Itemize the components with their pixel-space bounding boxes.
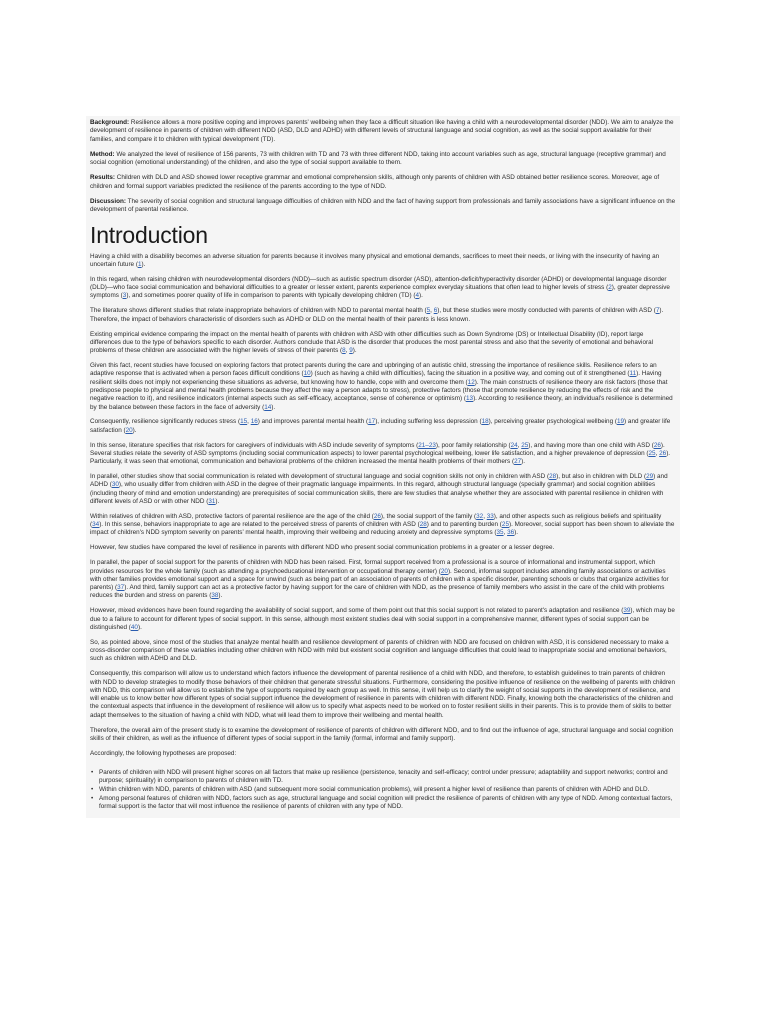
paragraph-text: Consequently, this comparison will allow us to understand which factors influence the development of parental resilience of a child with NDD, and therefore, to establish guidelines to train parents of children with NDD to develop strategies to modify those behaviors of their children that generate stressful situations. Furthermore, considering the positive influence of resilience on the wellbeing of parents with children with NDD, this comparison will allow us to establish the type of supports required by each group as well. In this sense, it will help us to clarify the weight of social supports in the development of resilience, and will enable us to know better how different types of social support influence the development of resilience in parents with children with different NDD. Finally, knowing both the characteristics of the children and the contextual aspects that influence in the development of resilience will allow us to specify what aspects need to be worked on to foster resilient skills in their parents. This is to provide them of skills to better adapt themselves to the situation of having a child with NDD, what will lead them to improve their wellbeing and mental health.: [90, 670, 675, 719]
citation-link[interactable]: 20: [125, 426, 133, 434]
paragraph-text: ). Therefore, the impact of behaviors characteristic of disorders such as ADHD or DLD on the mental health of their parents is less known.: [90, 307, 664, 323]
citation-link[interactable]: 25: [521, 441, 529, 449]
paragraph-text: So, as pointed above, since most of the studies that analyze mental health and resilience development of parents of children with NDD are focused on children with ASD, it is considered necessary to make a cross-disorder comparison of these variables including other children with NDD with mild but existent social cognition and language difficulties that could lead to inappropriate social and emotional behaviors, such as children with ADHD and DLD.: [90, 638, 669, 663]
citation-link[interactable]: 37: [117, 584, 125, 592]
body-paragraph: [90, 418, 676, 435]
citation-link[interactable]: 3: [122, 292, 127, 300]
paragraph-text: ).: [218, 592, 223, 600]
abstract-label: Discussion:: [90, 198, 126, 206]
paragraph-text: ).: [418, 292, 423, 300]
citation-link[interactable]: 9: [349, 347, 353, 355]
paragraph-text: ,: [247, 418, 251, 426]
citation-link[interactable]: 2: [608, 284, 612, 292]
citation-link[interactable]: 19: [616, 418, 625, 426]
paragraph-text: ). Second, informal support includes attending family associations or activities with other families provides emotional support and a space for unwind (such as being part of an association of parents of children with a specific disorder, parenting schools or clubs that organize activities for parents) (: [90, 567, 669, 592]
abstract-paragraph: [90, 198, 676, 215]
citation-link[interactable]: 25: [501, 521, 509, 529]
abstract-label: Method:: [90, 150, 115, 158]
body-paragraph: [90, 513, 676, 538]
body-paragraph: [90, 473, 676, 506]
abstract-paragraph: [90, 151, 676, 168]
paragraph-text: ). In this sense, behaviors inappropriate to age are related to the perceived stress of parents of children with ASD (: [99, 521, 420, 529]
paragraph-text: Consequently, resilience significantly reduces stress (: [90, 418, 241, 426]
paragraph-text: ), poor family relationship (: [435, 441, 511, 449]
body-paragraph: [90, 670, 676, 720]
citation-link[interactable]: 4: [415, 292, 419, 300]
citation-link[interactable]: 28: [419, 521, 427, 529]
hypothesis-item: • Within children with NDD, parents of children with ASD (and subsequent more social communication problems), will present a higher level of resilience than parents of children with ADHD and DLD.: [90, 786, 676, 794]
paragraph-text: In this sense, literature specifies that risk factors for caregivers of individuals with ASD include severity of symptoms (: [90, 441, 419, 449]
abstract: [90, 119, 676, 215]
body-paragraph: [90, 544, 676, 552]
abstract-paragraph: [90, 119, 676, 144]
paragraph-text: ), including suffering less depression (: [375, 418, 482, 426]
citation-link[interactable]: 6: [433, 307, 438, 315]
body-paragraph: [90, 276, 676, 301]
paragraph-text: The literature shows different studies that relate inappropriate behaviors of children with NDD to parental mental health (: [90, 307, 427, 315]
paragraph-text: In parallel, the paper of social support for the parents of children with NDD has been raised. First, formal support received from a professional is a source of informational and instrumental support, which provides resources for the whole family (such as attending a psychoeducational intervention or occupational therapy center) (: [90, 559, 656, 575]
hypothesis-item: • Parents of children with NDD will present higher scores on all factors that make up resilience (persistence, tenacity and self-efficacy; control under pressure; adaptability and support networks; control and purpose; spirituality) in comparison to parents of children with TD.: [90, 769, 676, 786]
citation-link[interactable]: 5: [426, 307, 431, 315]
paragraph-text: ).: [521, 458, 526, 466]
paragraph-text: Given this fact, recent studies have focused on exploring factors that protect parents during the care and upbringing of an autistic child, stressing the importance of resilience skills. Resilience refers to an adaptive response that is activated when a person faces difficult conditions (: [90, 362, 657, 378]
citation-link[interactable]: 14: [264, 403, 272, 411]
citation-link[interactable]: 29: [646, 473, 654, 481]
body-paragraph: [90, 331, 676, 356]
paragraph-text: ). Having resilient skills does not imply not experiencing these situations as adverse, but knowing how to handle, cope with and overcome them (: [90, 370, 662, 386]
citation-link[interactable]: 33: [486, 512, 494, 520]
abstract-label: Background:: [90, 119, 130, 126]
abstract-text: The severity of social cognition and structural language difficulties of children with NDD and the fact of having support from professionals and family associations have a significant influence on the development of parental resilience.: [90, 198, 676, 214]
citation-link[interactable]: 27: [514, 458, 522, 466]
citation-link[interactable]: 11: [629, 370, 637, 378]
citation-link[interactable]: 12: [467, 378, 475, 386]
paragraph-text: However, few studies have compared the level of resilience in parents with different NDD who present social communication problems in a greater or a lesser degree.: [90, 544, 555, 552]
citation-link[interactable]: 38: [211, 592, 219, 600]
paragraph-text: In this regard, when raising children with neurodevelopmental disorders (NDD)—such as autistic spectrum disorder (ASD), attention-deficit/hyperactivity disorder (ADHD) or developmental language disorder (DLD)—who face social communication and behavioral difficulties to a greater or lesser extent, parents experience complex everyday situations that often lead to higher levels of stress (: [90, 275, 667, 292]
abstract-paragraph: [90, 174, 676, 191]
citation-link[interactable]: 39: [623, 607, 631, 615]
citation-link[interactable]: 32: [476, 512, 484, 520]
paragraph-text: ).: [137, 623, 142, 631]
citation-link[interactable]: 26: [659, 449, 667, 457]
paragraph-text: Therefore, the overall aim of the present study is to examine the development of resilience of parents of children with different NDD, and to find out the influence of age, structural language and social cognition skills of their children, as well as the influence of different types of social support in the family (formal, informal and family support).: [90, 726, 674, 742]
introduction-body: [90, 253, 676, 758]
body-paragraph: [90, 607, 676, 632]
abstract-label: Results:: [90, 174, 116, 182]
abstract-text: Children with DLD and ASD showed lower receptive grammar and emotional comprehension skills, although only parents of children with ASD obtained better resilience scores. Moreover, age of children and formal support variables predicted the resilience of the parents according to the type of NDD.: [90, 174, 660, 190]
citation-link[interactable]: 26: [373, 512, 381, 520]
paragraph-text: ,: [345, 347, 350, 355]
citation-link[interactable]: 21–23: [418, 441, 436, 449]
citation-link[interactable]: 18: [481, 418, 489, 426]
paragraph-text: ), and having more than one child with ASD (: [528, 441, 654, 449]
paragraph-text: In parallel, other studies show that social communication is related with development of structural language and social cognition skills not only in children with ASD (: [90, 473, 550, 481]
body-paragraph: [90, 307, 676, 324]
paragraph-text: ), who usually differ from children with ASD in the degree of their pragmatic language impairments. In this regard, although structural language (specially grammar) and social cognition abilities (including theory of mind and emotion understanding) are prerequisites of social communication skills, there are few studies that analyse whether they are associated with parental resilience in children with different levels of ASD or with other NDD (: [90, 481, 664, 505]
body-paragraph: [90, 253, 676, 270]
paragraph-text: ).: [271, 403, 276, 411]
abstract-text: We analyzed the level of resilience of 156 parents, 73 with children with TD and 73 with three different NDD, taking into account variables such as age, structural language (receptive grammar) and social cognition (emotional understanding) of the children, and also the type of social support available to them.: [90, 150, 666, 167]
abstract-text: Resilience allows a more positive coping and improves parents' wellbeing when they face a difficult situation like having a child with a neurodevelopmental disorder (NDD). We aim to analyze the development of resilience in parents of children with different NDD (ASD, DLD and ADHD) with different levels of structural language and social cognition, as well as the social support available for their families, and compare it to children with typical development (TD).: [90, 119, 674, 143]
citation-link[interactable]: 15: [240, 418, 248, 426]
body-paragraph: [90, 750, 676, 758]
paragraph-text: Existing empirical evidence comparing the impact on the mental health of parents with children with ASD with other difficulties such as Down Syndrome (DS) or Intellectual Disability (ID), report large differences due to the type of behaviors specific to each disorder. Authors conclude that ASD is the disorder that produces the most parental stress and also that the severity of emotional and behavioral problems of these children are associated with the higher levels of stress of their parents (: [90, 330, 654, 355]
hypothesis-item: • Among personal features of children with NDD, factors such as age, structural language and social cognition will predict the resilience of parents of children with any type of NDD. Among contextual factors, formal support is the factor that will most influence the resilience of parents of children with any type of NDD.: [90, 795, 676, 812]
paragraph-text: ) and greater life satisfaction (: [90, 418, 671, 434]
paragraph-text: ), and sometimes poorer quality of life in comparison to parents with typically developing children (TD) (: [126, 292, 416, 300]
paragraph-text: However, mixed evidences have been found regarding the availability of social support, and some of them point out that this social support is not related to parent's adaptation and resilience (: [90, 607, 624, 615]
hypotheses-list: [90, 769, 676, 811]
paragraph-text: ). Particularly, it was seen that emotional, communication and behavioral problems of the children increased the mental health problems of their mothers (: [90, 449, 671, 466]
paragraph-text: ). Moreover, social support has been shown to alleviate the impact of children's NDD symptom severity on parents' mental health, improving their wellbeing and reducing anxiety and depressive symptoms (: [90, 521, 675, 537]
paragraph-text: Having a child with a disability becomes an adverse situation for parents because it involves many physical and emotional demands, sacrifices to meet their needs, or living with the insecurity of having an uncertain future (: [90, 252, 660, 268]
paragraph-text: ).: [132, 426, 137, 434]
paragraph-text: ), greater depressive symptoms (: [90, 284, 670, 300]
section-heading-introduction: Introduction: [90, 221, 208, 248]
paragraph-text: ), the social support of the family (: [380, 512, 477, 520]
citation-link[interactable]: 20: [440, 567, 448, 575]
paragraph-text: ).: [514, 529, 519, 537]
citation-link[interactable]: 35: [496, 529, 504, 537]
paragraph-text: ,: [517, 441, 522, 449]
paragraph-text: ).: [352, 347, 357, 355]
body-paragraph: [90, 727, 676, 744]
paragraph-text: ). And third, family support can act as a protective factor by having support for the care of children with NDD, as the presence of family members who assist in the care of the child with problems reduces the burden and stress on parents (: [90, 584, 665, 600]
body-paragraph: [90, 362, 676, 412]
paragraph-text: Accordingly, the following hypotheses are proposed:: [90, 749, 237, 757]
body-paragraph: [90, 559, 676, 600]
citation-link[interactable]: 40: [130, 623, 138, 631]
paragraph-text: ), which may be due to a failure to account for different types of social support. In this sense, although most existent studies deal with social support in a comprehensive manner, different types of social support can be distinguished (: [90, 607, 675, 631]
paragraph-text: ), but also in children with DLD (: [556, 473, 647, 481]
paragraph-text: ,: [655, 449, 660, 457]
paragraph-text: ,: [430, 307, 434, 315]
paragraph-text: ).: [141, 260, 146, 268]
paragraph-text: ).: [215, 497, 220, 505]
citation-link[interactable]: 34: [92, 521, 100, 529]
paragraph-text: ). Several studies relate the severity of ASD symptoms (including social communication aspects) to lower parental psychological wellbeing, lower life satisfaction, and a higher prevalence of depression (: [90, 441, 665, 457]
paragraph-text: ) and improves parental mental health (: [257, 418, 369, 426]
body-paragraph: [90, 442, 676, 467]
paragraph-text: ,: [483, 512, 487, 520]
citation-link[interactable]: 24: [510, 441, 518, 449]
paragraph-text: Within relatives of children with ASD, protective factors of parental resilience are the age of the child (: [90, 512, 374, 520]
citation-link[interactable]: 28: [549, 473, 557, 481]
citation-link[interactable]: 30: [111, 481, 119, 489]
citation-link[interactable]: 1: [137, 260, 142, 268]
paragraph-text: ), and other aspects such as religious beliefs and spirituality (: [90, 512, 662, 529]
paragraph-text: ) (such as having a child with difficulties), facing the situation in a positive way, and coming out of it strengthened (: [310, 370, 630, 378]
citation-link[interactable]: 26: [653, 441, 661, 449]
body-paragraph: [90, 639, 676, 664]
citation-link[interactable]: 16: [250, 418, 258, 426]
citation-link[interactable]: 31: [208, 497, 216, 505]
citation-link[interactable]: 13: [466, 395, 474, 403]
citation-link[interactable]: 25: [648, 449, 656, 457]
paragraph-text: ) and ADHD (: [90, 473, 668, 489]
citation-link[interactable]: 10: [303, 370, 311, 378]
citation-link[interactable]: 36: [507, 529, 515, 537]
paragraph-text: ,: [503, 529, 508, 537]
paragraph-text: ), but these studies were mostly conducted with parents of children with ASD (: [437, 307, 656, 315]
citation-link[interactable]: 7: [655, 307, 660, 315]
citation-link[interactable]: 17: [368, 418, 376, 426]
paragraph-text: ) and to parenting burden (: [426, 521, 502, 529]
article-page: [86, 116, 680, 818]
paragraph-text: ). The main constructs of resilience theory are risk factors (those that predispose people to physical and mental health problems because they affect the way a person adapts to stress), protective factors (those that promote resilience by reducing the effects of risk and the negative reaction to it), and resilience indicators (internal aspects such as self-efficacy, acceptance, sense of coherence or optimism) (: [90, 378, 668, 403]
paragraph-text: ). According to resilience theory, an individual's resilience is determined by the balance between these factors in the face of adversity (: [90, 395, 673, 411]
paragraph-text: ), perceiving greater psychological wellbeing (: [488, 418, 617, 426]
citation-link[interactable]: 8: [342, 347, 346, 355]
